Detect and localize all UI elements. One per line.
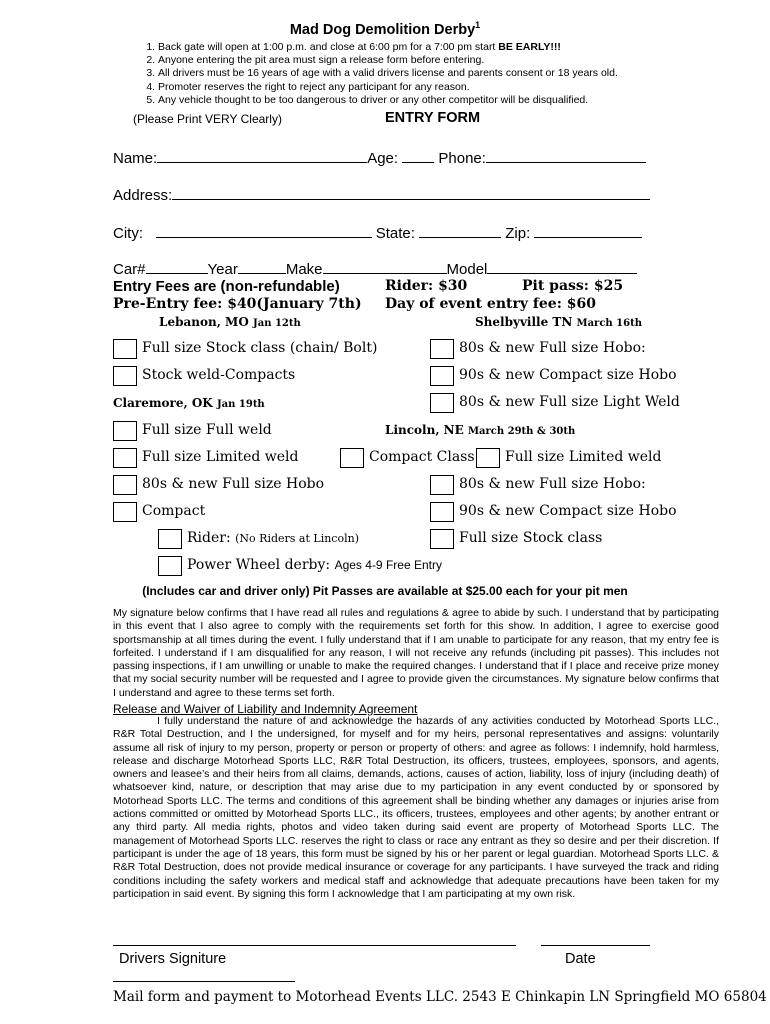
make-field[interactable] [323,259,447,274]
class-label: Full size Limited weld [505,449,662,465]
state-field[interactable] [419,223,501,238]
zip-field[interactable] [534,223,642,238]
rule-item: 2. Anyone entering the pit area must sign a release form before entering. [158,54,618,67]
waiver-heading: Release and Waiver of Liability and Indemnity Agreement [113,702,418,716]
location-claremore: Claremore, OK Jan 19th [113,396,265,410]
checkbox-lincoln-compact-hobo[interactable] [430,502,454,522]
checkbox-claremore-hobo[interactable] [113,475,137,495]
location-lebanon: Lebanon, MO Jan 12th [159,315,301,329]
rules-list [118,41,618,107]
phone-field[interactable] [486,148,646,163]
pit-pass-note: (Includes car and driver only) Pit Passes are available at $25.00 each for your pit men [142,584,628,598]
class-label: 90s & new Compact size Hobo [459,367,677,383]
class-label: 90s & new Compact size Hobo [459,503,677,519]
class-label: Compact Class [369,449,475,465]
address-row: Address: [113,185,650,204]
signature-label: Drivers Signiture [119,951,227,967]
class-label: Full size Stock class [459,530,603,546]
agreement-text: My signature below confirms that I have read all rules and regulations & agree to abide by such. I understand that by participating in this event that I also agree to comply with the requirements set forth for this show. In addition, I agree to exercise good sportsmanship at all times during the event. I fully understand that if I am unable to participate for any reason, that my entry fee is forfeited. I understand if I am disqualified for any reason, I will not receive any refunds (including pit passes). This includes not passing inspections, if I am unwilling or unable to make the required changes. I understand that if I place and receive prize money that my social security number will be requested and I agree to provide given the circumstances. My signature below confirms that I understand and agree to these terms set forth. [113,607,719,699]
city-field[interactable] [156,223,372,238]
form-title: Mad Dog Demolition Derby$^1$ [289,20,481,38]
year-field[interactable] [238,259,286,274]
class-label: 80s & new Full size Hobo: [459,476,646,492]
checkbox-claremore-limited[interactable] [113,448,137,468]
class-label: 80s & new Full size Hobo: [459,340,646,356]
rider-fee: Rider: $30 [385,278,468,294]
rule-item: 1. Back gate will open at 1:00 p.m. and close at 6:00 pm for a 7:00 pm start BE EARLY!!! [158,41,618,54]
mail-instructions: Mail form and payment to Motorhead Events LLC. 2543 E Chinkapin LN Springfield MO 65804 [113,989,767,1005]
power-wheel-label: Power Wheel derby: Ages 4-9 Free Entry [187,557,442,573]
checkbox-shelby-hobo[interactable] [430,339,454,359]
location-shelbyville: Shelbyville TN March 16th [475,315,642,329]
checkbox-power-wheel[interactable] [158,556,182,576]
name-row: Name: Age: Phone: [113,148,646,167]
waiver-text: I fully understand the nature of and acknowledge the hazards of any activities conducted by Motorhead Sports LLC., R&R Total Destruction, and I the undersigned, for myself and for my heirs, personal representatives and assigns: voluntarily assume all risk of injury to my person, property or person or property of others: and agree as follows: I indemnify, hold harmless, release and discharge Motorhead Sports LLC, R&R Total Destruction, its officers, trustees, employees, sponsors, and agents, owners and leasee’s and their heirs from all claims, demands, actions, causes of action, liability, loss of injury (including death) of whatsoever kind, nature, or description that may arise due to my participation in any event conducted by or sponsored by Motorhead Sports LLC. The terms and conditions of this agreement shall be binding whether any damages or injuries arise from actions committed or omitted by Motorhead Sports LLC., its officers, trustees, employees and other agents; by another entrant or any third party. All media rights, photos and video taken during said event are property of Motorhead Sports LLC. The management of Motorhead Sports LLC. reserves the right to class or race any entrant as they so desire and per their discretion. If participant is under the age of 18 years, this form must be signed by his or her parent or legal guardian. Motorhead Sports LLC. & R&R Total Destruction, does not provide medical insurance or coverage for any participants. I have surveyed the track and riding conditions including the safety workers and medical staff and acknowledge that adequate precautions have been taken for my participation in said event. By signing this form I acknowledge that I am participating at my own risk. [113,715,719,900]
checkbox-shelby-light-weld[interactable] [430,393,454,413]
pre-entry-fee: Pre-Entry fee: $40(January 7th) [113,296,362,312]
checkbox-shelby-compact-hobo[interactable] [430,366,454,386]
pit-pass-fee: Pit pass: $25 [522,278,624,294]
car-row: Car# Year Make Model [113,259,637,278]
print-note: (Please Print VERY Clearly) [133,112,282,126]
rule-item: 4. Promoter reserves the right to reject any participant for any reason. [158,81,618,94]
location-lincoln: Lincoln, NE March 29th & 30th [385,423,576,437]
fees-heading: Entry Fees are (non-refundable) [113,278,340,295]
class-label: Full size Full weld [142,422,272,438]
rule-item: 5. Any vehicle thought to be too dangerous to driver or any other competitor will be disqualified. [158,94,618,107]
class-label: 80s & new Full size Light Weld [459,394,680,410]
model-field[interactable] [487,259,637,274]
entry-form-heading: ENTRY FORM [385,110,481,126]
checkbox-lincoln-limited[interactable] [476,448,500,468]
checkbox-claremore-full-weld[interactable] [113,421,137,441]
signature-line[interactable] [113,945,516,946]
extra-line [113,981,295,982]
checkbox-lincoln-compact[interactable] [340,448,364,468]
name-field[interactable] [157,148,367,163]
class-label: Full size Stock class (chain/ Bolt) [142,340,378,356]
age-field[interactable] [402,148,434,163]
class-label: Full size Limited weld [142,449,299,465]
car-number-field[interactable] [146,259,208,274]
date-label: Date [565,951,596,967]
day-of-fee: Day of event entry fee: $60 [385,296,596,312]
city-row: City: State: Zip: [113,223,642,242]
rider-label: Rider: (No Riders at Lincoln) [187,530,359,546]
date-line[interactable] [541,945,650,946]
class-label: Stock weld-Compacts [142,367,296,383]
checkbox-lincoln-hobo[interactable] [430,475,454,495]
class-label: Compact [142,503,206,519]
checkbox-rider[interactable] [158,529,182,549]
checkbox-claremore-compact[interactable] [113,502,137,522]
checkbox-lincoln-stock[interactable] [430,529,454,549]
checkbox-lebanon-compact[interactable] [113,366,137,386]
class-label: 80s & new Full size Hobo [142,476,325,492]
rule-item: 3. All drivers must be 16 years of age with a valid drivers license and parents consent or 18 years old. [158,67,618,80]
checkbox-lebanon-stock[interactable] [113,339,137,359]
address-field[interactable] [172,185,650,200]
